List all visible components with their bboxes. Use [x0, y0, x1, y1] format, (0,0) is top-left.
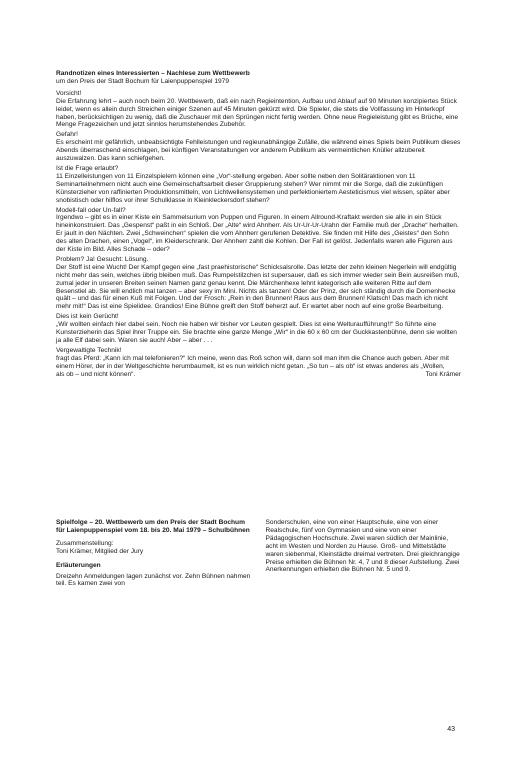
author-signature: Toni Krämer [425, 370, 461, 378]
notes-heading: Erläuterungen [56, 561, 101, 569]
section-frage [56, 165, 461, 205]
program-heading: Spielfolge – 20. Wettbewerb um den Preis der Stadt Bochum für Laienpuppenspiel vom 18. bis 20. Mai 1979 – Schulbühnen [56, 519, 250, 534]
section-label: Gefahr! [56, 131, 78, 139]
closing-row [56, 371, 461, 379]
article [56, 70, 461, 379]
section-label: Vergewaltigte Technik! [56, 346, 122, 354]
section-text: Irgendwo – gibt es in einer Kiste ein Sammelsurium von Puppen und Figuren. In einem Allround-Kraftakt werden sie alle in ein Stück hineinkonstruiert. Das „Gespenst“ paßt in ein Schloß. Der „Alte“ wird Ahnherr. Als Ur-Ur-Ur-Urahn der Familie muß der „Drache“ herhalten. Er jault in den Nächten. Zwei „Schweinchen“ spielen die vom Ahnherr gerufenen Detektive. Sie finden mit Hilfe des „Geistes“ den Sohn des alten Drachen, einen „Vogel“, im Kleiderschrank. Der Ahnherr zahlt die Kohlen. Der Fall ist gelöst. Jedenfalls waren alle Figuren aus der Kiste im Bild. Alles Schade – oder? [56, 214, 459, 254]
section-modellfall [56, 207, 461, 254]
section-text: fragt das Pferd: „Kann ich mal telefonieren?“ Ich meine, wenn das Roß schon will, dann soll man ihm die Chance auch geben. Aber mit einem Hörer, der in der Weltgeschichte herumbaumelt, ist es nun wirklich nicht getan. „So tun – als ob“ ist etwas anderes als „Wollen, [56, 354, 449, 370]
section-text: „Wir wollten einfach hier dabei sein. Noch nie haben wir bisher vor Leuten gespielt. Dies ist eine Welturaufführung!!“ So führte eine Kunsterzieherin das Spiel ihrer Truppe ein. Sie brachte eine ganze Menge „Wir“ in die 60 x 60 cm der Guckkastenbühne, denn sie wollten ja alle Elf dabei sein. Waren sie auch! Aber – aber . . . [56, 321, 457, 344]
left-column [56, 519, 252, 588]
compiler-name: Toni Krämer, Mitglied der Jury [56, 547, 144, 555]
section-text: 11 Einzelleistungen von 11 Einzelspielern können eine „Vor“-stellung ergeben. Aber sollte neben den Solitäraktionen von 11 Seminarteilnehmern nicht auch eine Gemeinschaftsarbeit dieser Gruppierung stehen? Wer nimmt mir die Sorge, daß die zukünftigen Künsterzieher von raffinierten Produktionsmitteln, von Lichtwellensystemen und perfektioniertem Aesteticismus viel wissen, später aber snobistisch oder hilflos vor ihrer Schulklasse in Kleinkleckersdorf stehen? [56, 172, 450, 204]
section-geruecht [56, 313, 461, 345]
section-gefahr [56, 131, 461, 163]
section-vorsicht [56, 90, 461, 130]
program-columns [56, 519, 461, 588]
page-number: 43 [447, 726, 455, 733]
section-label: Modell-fall oder Un-fall? [56, 206, 126, 214]
section-label: Ist die Frage erlaubt? [56, 164, 119, 172]
article-title: Randnotizen eines Interessierten – Nachlese zum Wettbewerb [56, 70, 250, 77]
right-column-text: Sonderschulen, eine von einer Hauptschule, eine von einer Realschule, fünf von Gymnasien und eine von einer Pädagogischen Hochschule. Zwei waren südlich der Mainlinie, acht im Westen und Norden zu Hause. Groß- und Mittelstädte waren siebenmal, Kleinstädte dreimal vertreten. Drei gleichrangige Preise erhielten die Bühnen Nr. 4, 7 und 8 dieser Aufstellung. Zwei Anerkennungen erhielten die Bühnen Nr. 5 und 9. [265, 519, 460, 574]
section-text: Es erscheint mir gefährlich, unbeabsichtigte Fehlleistungen und regieunabhängige Zufälle, die während eines Spiels beim Publikum dieses Abends überraschend einschlagen, bei künftigen Veranstaltungen vor anderem Publikum als vermeintlichen Knüller allzubereit auszuwalzen. Das kann schiefgehen. [56, 139, 461, 163]
section-text: Der Stoff ist eine Wucht! Der Kampf gegen eine „fast praehistorische“ Schicksalsrolle. Das letzte der zehn kleinen Negerlein will endgültig nicht mehr das sein, welches übrig bleiben muß. Das Rumpelstilzchen ist supersauer, daß es sich immer wieder sein Bein ausreißen muß, zumal jeder in unseren Breiten seinen Namen ganz genau kennt. Die Märchenhexe lehnt kategorisch alle weiteren Ritte auf dem Besenstiel ab. Sie will endlich mal tanzen – aber sexy im Mini. Nichts als tanzen! Oder der Prinz, der sich ständig durch die Dornenhecke quält – und das für einen Kuß mit Folgen. Und der Frosch: „Rein in den Brunnen! Raus aus dem Brunnen! Klatsch! Das mach ich nicht mehr mit!“ Das ist eine Spielidee. Grandios! Eine Bühne greift den Stoff beherzt auf. Er wartet aber noch auf eine große Bearbeitung. [56, 263, 460, 311]
section-problem [56, 256, 461, 311]
section-label: Vorsicht! [56, 89, 82, 97]
section-technik [56, 347, 461, 379]
section-label: Dies ist kein Gerücht! [56, 313, 119, 321]
closing-line: als ob – und nicht können“. [56, 370, 136, 378]
right-column [266, 519, 462, 588]
compilation-label: Zusammenstellung: [56, 539, 114, 547]
notes-text: Dreizehn Anmeldungen lagen zunächst vor. Zehn Bühnen nahmen teil. Es kamen zwei von [56, 572, 251, 588]
article-subtitle: um den Preis der Stadt Bochum für Laienpuppenspiel 1979 [56, 77, 230, 85]
section-text: Die Erfahrung lehrt – auch noch beim 20. Wettbewerb, daß ein nach Regieintention, Aufbau und Ablauf auf 90 Minuten konzipiertes Stück leidet, wenn es allein durch Streichen einiger Szenen auf 45 Minuten gekürzt wird. Die Spieler, die stets die Vollfassung im Hinterkopf haben, berücksichtigen zu wenig, daß die Zuschauer mit den Sprüngen nicht fertig werden. Ohne neue Regieleistung gibt es Brüche, eine Menge Fragezeichen und jetzt sinnlos herumstehendes Zubehör. [56, 97, 459, 129]
section-label: Problem? Ja! Gesucht: Lösung. [56, 255, 149, 263]
